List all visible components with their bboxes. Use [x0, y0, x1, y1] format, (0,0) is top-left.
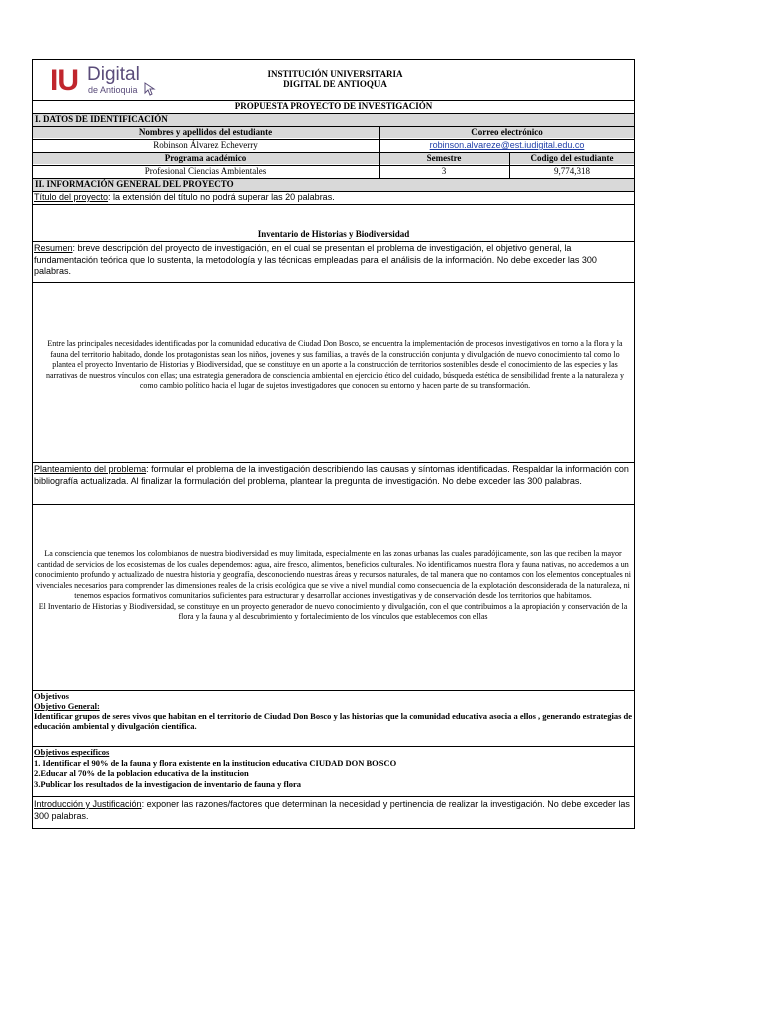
email-label: Correo electrónico: [471, 127, 543, 137]
resumen-label: Resumen: [34, 243, 73, 253]
intro-instructions: [34, 799, 634, 822]
section-general-title: II. INFORMACIÓN GENERAL DEL PROYECTO: [33, 179, 634, 191]
especifico-item: 2.Educar al 70% de la poblacion educativa de la institucion: [34, 768, 249, 778]
especifico-item: 3.Publicar los resultados de la investigacion de inventario de fauna y flora: [34, 778, 301, 789]
logo-word: Digital: [87, 64, 140, 85]
especifico-item: 1. Identificar el 90% de la fauna y flora existente en la institucion educativa CIUDAD DON BOSCO: [34, 757, 397, 768]
institution-line1: INSTITUCIÓN UNIVERSITARIA: [267, 69, 403, 79]
objetivos-block: [34, 691, 632, 731]
code-value: 9,774,318: [554, 166, 590, 176]
objetivo-general-label: Objetivo General:: [34, 701, 100, 711]
form-title: PROPUESTA PROYECTO DE INVESTIGACIÓN: [234, 101, 433, 111]
name-value: Robinson Álvarez Echeverry: [153, 140, 258, 150]
objetivos-label: Objetivos: [34, 691, 69, 701]
project-title: Inventario de Historias y Biodiversidad: [257, 229, 410, 239]
logo-letters: IU: [50, 64, 78, 97]
intro-label: Introducción y Justificación: [34, 799, 142, 809]
problema-label: Planteamiento del problema: [34, 464, 147, 474]
cursor-icon: [144, 82, 156, 96]
name-label: Nombres y apellidos del estudiante: [138, 127, 273, 137]
program-label: Programa académico: [164, 153, 247, 163]
titulo-instructions: [34, 192, 632, 203]
titulo-hint: : la extensión del título no podrá superar las 20 palabras.: [108, 192, 335, 202]
section-identificacion-title: I. DATOS DE IDENTIFICACIÓN: [33, 114, 634, 126]
resumen-body: Entre las principales necesidades identificadas por la comunidad educativa de Ciudad Don Bosco, se encuentra la implementación de procesos investigativos en torno a la flora y la fauna del territorio habitado, donde los protagonistas sean los niños, jovenes y sus familias, a través de la construcción conjunta y divulgación de nuevo conocimiento tal como lo plantea el proyecto Inventario de Historias y Biodiversidad, que se constituye en un aporte a la construcción de territorios sostenibles desde el conocimiento de las especies y las narrativas de nuestros vínculos con ellas; una estrategia generadora de consciencia ambiental en ejercicio ético del cuidado, búsqueda estética de sensibilidad frente a la naturaleza y como cambio político hacia el lugar de sujetos investigadores que conocen su entorno y hacen parte de su transformación.: [46, 339, 624, 390]
logo: [40, 64, 160, 100]
problema-instructions: [34, 464, 634, 487]
resumen-instructions: [34, 243, 632, 278]
logo-sub: de Antioquia: [88, 85, 138, 95]
semester-value: 3: [441, 166, 447, 176]
objetivo-general-value: Identificar grupos de seres vivos que habitan en el territorio de Ciudad Don Bosco y las historias que la comunidad educativa asocia a ellos , generando estrategias de educación ambiental y divulgación científica.: [34, 711, 633, 731]
institution-line2: DIGITAL DE ANTIOQUA: [283, 79, 387, 89]
intro-hint: : exponer las razones/factores que determinan la necesidad y pertinencia de realizar la investigación. No debe exceder las 300 palabras.: [34, 799, 630, 821]
institution-name: [180, 69, 490, 89]
problema-hint: : formular el problema de la investigación describiendo las causas y síntomas identificadas. Respaldar la información con bibliografía actualizada. Al finalizar la formulación del problema, plantear la pregunta de investigación. No debe exceder las 300 palabras.: [34, 464, 629, 486]
especificos-label: Objetivos específicos: [34, 747, 110, 757]
problema-paragraph-1: La consciencia que tenemos los colombianos de nuestra biodiversidad es muy limitada, especialmente en las zonas urbanas las cuales paradójicamente, son las que reciben la mayor cantidad de servicios de los ecosistemas de los cuales dependemos: agua, aire fresco, alimentos, beneficios culturales. No identificamos nuestra flora y fauna nativas, no accedemos a un conocimiento profundo y actualizado de nuestra historia y geografía, desconociendo nuestras áreas y recursos naturales, de tal manera que no contamos con los elementos conceptuales ni vivenciales necesarios para comprender las dimensiones reales de la crisis ecológica que se vive a nivel mundial como consecuencia de la explotación desconsiderada de la naturaleza, ni tenemos espacios formativos comunitarios suficientes para estructurar y desarrollar acciones investigativas y de conservación desde los territorios que habitamos.: [34, 549, 631, 600]
email-link[interactable]: robinson.alvareze@est.iudigital.edu.co: [429, 140, 585, 150]
objetivos-especificos-block: [34, 747, 632, 789]
problema-body: [34, 549, 632, 623]
code-label: Codigo del estudiante: [530, 153, 614, 163]
program-value: Profesional Ciencias Ambientales: [144, 166, 267, 176]
titulo-label: Título del proyecto: [34, 192, 109, 202]
resumen-hint: : breve descripción del proyecto de investigación, en el cual se presentan el problema de investigación, el objetivo general, la fundamentación teórica que lo sustenta, la metodología y las técnicas empleadas para el análisis de la información. No debe exceder las 300 palabras.: [34, 243, 597, 276]
problema-paragraph-2: El Inventario de Historias y Biodiversidad, se constituye en un proyecto generador de nuevo conocimiento y divulgación, con el que contribuimos a la apropiación y conservación de la flora y la fauna y al descubrimiento y fortalecimiento de los vínculos que establecemos con ellas: [38, 601, 628, 621]
semester-label: Semestre: [426, 153, 462, 163]
